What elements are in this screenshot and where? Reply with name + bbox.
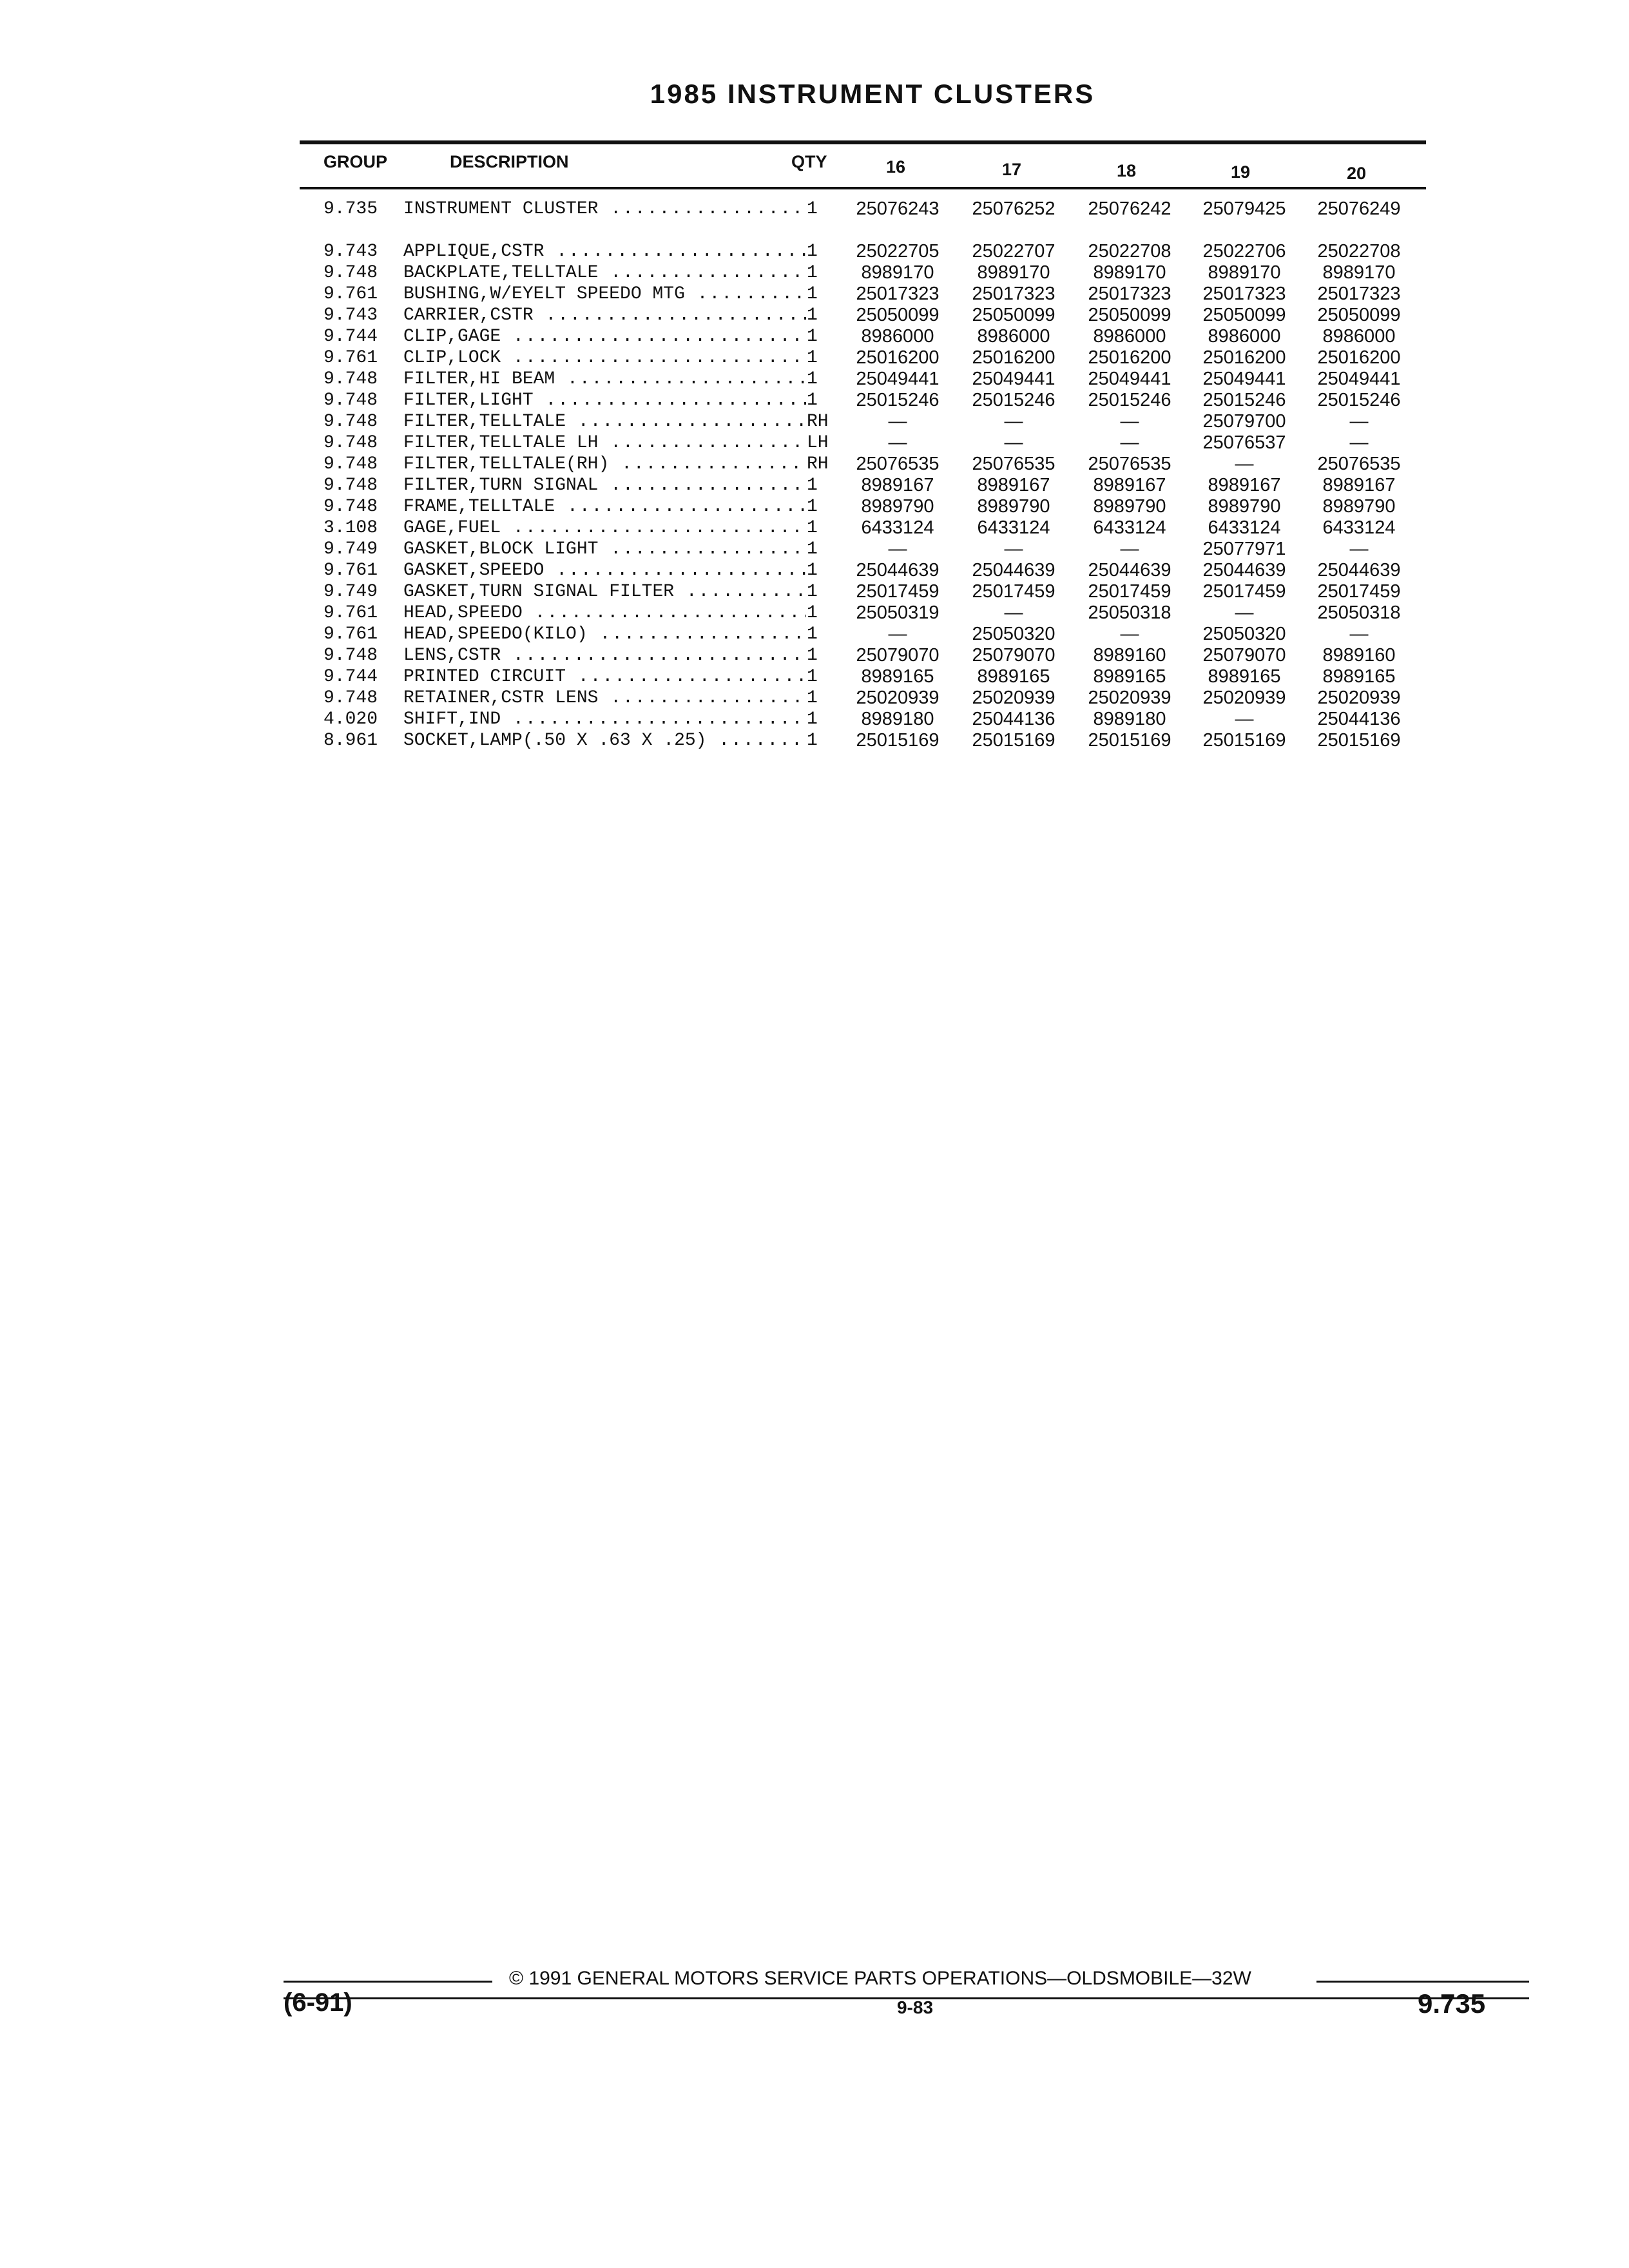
table-row: [0, 560, 1629, 581]
row-part-20: 8989170: [1322, 262, 1396, 283]
table-row: [0, 198, 1629, 241]
row-qty: 1: [807, 518, 818, 538]
row-part-17: 25044136: [972, 709, 1055, 729]
row-description: PRINTED CIRCUIT .....: [403, 666, 806, 687]
row-part-20: 8989790: [1322, 496, 1396, 517]
row-qty: 1: [807, 327, 818, 347]
row-description: CARRIER,CSTR .....: [403, 305, 806, 326]
row-part-16: —: [888, 432, 907, 453]
header-top-rule: [300, 140, 1426, 144]
row-qty: RH: [807, 454, 829, 474]
row-part-17: 25044639: [972, 560, 1055, 581]
row-description: FRAME,TELLTALE .....: [403, 496, 806, 517]
row-part-18: 25050318: [1088, 602, 1171, 623]
row-part-19: 25022706: [1202, 241, 1286, 262]
row-part-18: 25017459: [1088, 581, 1171, 602]
row-part-16: 25050099: [856, 305, 940, 325]
page-number: 9-83: [896, 1997, 934, 2017]
row-part-16: 8989167: [861, 475, 934, 495]
row-part-16: —: [888, 539, 907, 559]
row-group: 9.748: [323, 497, 378, 517]
row-part-16: 8986000: [861, 326, 934, 347]
row-part-16: 25017459: [856, 581, 940, 602]
row-qty: 1: [807, 348, 818, 368]
row-part-18: 25076535: [1088, 454, 1171, 474]
row-description: APPLIQUE,CSTR .....: [403, 241, 806, 262]
row-group: 9.744: [323, 327, 378, 347]
row-part-19: 25020939: [1202, 687, 1286, 708]
table-row: [0, 496, 1629, 517]
row-part-19: 8989165: [1208, 666, 1281, 687]
row-part-18: 8989790: [1093, 496, 1166, 517]
footer-rule-left: [284, 1981, 492, 1983]
row-part-16: 25076243: [856, 198, 940, 219]
row-part-16: 25015246: [856, 390, 940, 410]
row-part-16: 25049441: [856, 369, 940, 389]
footer-rule-right: [1316, 1981, 1529, 1983]
row-part-19: —: [1235, 709, 1254, 729]
row-description: FILTER,LIGHT .....: [403, 390, 806, 411]
row-part-17: —: [1004, 602, 1023, 623]
row-part-19: 25016200: [1202, 347, 1286, 368]
row-qty: 1: [807, 561, 818, 581]
section-number: 9.735: [1418, 1988, 1486, 2019]
row-part-20: 8989167: [1322, 475, 1396, 495]
row-part-20: 25015169: [1317, 730, 1401, 751]
row-qty: 1: [807, 667, 818, 687]
table-row: [0, 709, 1629, 730]
row-description: FILTER,TELLTALE(RH) .....: [403, 454, 806, 475]
row-qty: 1: [807, 284, 818, 304]
row-part-19: 25079425: [1202, 198, 1286, 219]
header-description: DESCRIPTION: [450, 152, 569, 171]
row-part-19: 25077971: [1202, 539, 1286, 559]
row-qty: 1: [807, 476, 818, 495]
header-col-18: 18: [1117, 161, 1137, 180]
row-qty: RH: [807, 412, 829, 432]
row-part-20: —: [1349, 539, 1369, 559]
row-part-16: 25016200: [856, 347, 940, 368]
header-col-19: 19: [1231, 162, 1251, 182]
table-row: [0, 624, 1629, 645]
row-part-20: 8989160: [1322, 645, 1396, 666]
row-part-19: 8986000: [1208, 326, 1281, 347]
row-part-19: 25015246: [1202, 390, 1286, 410]
row-part-17: —: [1004, 432, 1023, 453]
table-header: [0, 152, 1629, 184]
table-row: [0, 602, 1629, 624]
copyright-notice: © 1991 GENERAL MOTORS SERVICE PARTS OPERATIONS—OLDSMOBILE—32W: [509, 1968, 1251, 1989]
row-description: LENS,CSTR .....: [403, 645, 806, 666]
row-group: 9.761: [323, 603, 378, 623]
row-group: 9.748: [323, 476, 378, 495]
row-part-17: —: [1004, 539, 1023, 559]
date-code: (6-91): [284, 1988, 352, 2017]
row-part-17: 25022707: [972, 241, 1055, 262]
row-group: 9.743: [323, 305, 378, 325]
row-group: 9.761: [323, 624, 378, 644]
row-part-18: 25050099: [1088, 305, 1171, 325]
row-part-17: 6433124: [977, 517, 1050, 538]
row-group: 9.743: [323, 242, 378, 262]
row-part-17: 8989790: [977, 496, 1050, 517]
row-part-19: 6433124: [1208, 517, 1281, 538]
table-row: [0, 284, 1629, 305]
table-row: [0, 666, 1629, 687]
table-row: [0, 687, 1629, 709]
row-qty: 1: [807, 539, 818, 559]
row-group: 9.761: [323, 561, 378, 581]
row-description: GASKET,BLOCK LIGHT .....: [403, 539, 806, 560]
row-part-17: 25017459: [972, 581, 1055, 602]
row-description: FILTER,HI BEAM .....: [403, 369, 806, 390]
row-part-18: 25015169: [1088, 730, 1171, 751]
row-part-19: —: [1235, 602, 1254, 623]
row-description: HEAD,SPEEDO(KILO) .....: [403, 624, 806, 645]
table-row: [0, 390, 1629, 411]
row-part-20: 25022708: [1317, 241, 1401, 262]
row-part-19: 25017459: [1202, 581, 1286, 602]
table-row: [0, 645, 1629, 666]
row-group: 4.020: [323, 709, 378, 729]
row-qty: 1: [807, 242, 818, 262]
row-description: CLIP,LOCK .....: [403, 347, 806, 369]
row-group: 9.735: [323, 199, 378, 219]
row-description: GASKET,SPEEDO .....: [403, 560, 806, 581]
row-qty: 1: [807, 305, 818, 325]
row-part-16: 25050319: [856, 602, 940, 623]
row-part-16: —: [888, 411, 907, 432]
row-part-19: 25017323: [1202, 284, 1286, 304]
row-qty: 1: [807, 199, 818, 219]
row-part-16: 8989165: [861, 666, 934, 687]
header-col-16: 16: [886, 157, 906, 177]
row-part-17: 25079070: [972, 645, 1055, 666]
row-qty: 1: [807, 688, 818, 708]
row-qty: 1: [807, 582, 818, 602]
table-row: [0, 369, 1629, 390]
row-part-16: —: [888, 624, 907, 644]
row-part-20: 25076535: [1317, 454, 1401, 474]
row-part-20: 8989165: [1322, 666, 1396, 687]
row-part-18: 25049441: [1088, 369, 1171, 389]
row-part-20: 25016200: [1317, 347, 1401, 368]
row-description: FILTER,TURN SIGNAL .....: [403, 475, 806, 496]
row-description: FILTER,TELLTALE .....: [403, 411, 806, 432]
row-part-16: 25017323: [856, 284, 940, 304]
row-part-18: —: [1120, 539, 1139, 559]
row-part-18: 25020939: [1088, 687, 1171, 708]
row-part-19: 25079070: [1202, 645, 1286, 666]
row-description: CLIP,GAGE .....: [403, 326, 806, 347]
header-col-20: 20: [1347, 164, 1367, 183]
row-description: GAGE,FUEL .....: [403, 517, 806, 539]
row-group: 9.749: [323, 582, 378, 602]
row-group: 9.748: [323, 646, 378, 666]
row-qty: 1: [807, 390, 818, 410]
row-part-17: 8989165: [977, 666, 1050, 687]
row-group: 9.748: [323, 688, 378, 708]
row-part-19: 25015169: [1202, 730, 1286, 751]
header-bottom-rule: [300, 187, 1426, 189]
row-qty: 1: [807, 624, 818, 644]
row-part-18: 25076242: [1088, 198, 1171, 219]
table-row: [0, 262, 1629, 284]
row-part-19: 25049441: [1202, 369, 1286, 389]
row-description: FILTER,TELLTALE LH .....: [403, 432, 806, 454]
row-part-18: 25017323: [1088, 284, 1171, 304]
row-part-18: —: [1120, 411, 1139, 432]
parts-table: [0, 198, 1629, 751]
row-part-17: 25016200: [972, 347, 1055, 368]
row-part-18: 25022708: [1088, 241, 1171, 262]
row-part-17: 25015169: [972, 730, 1055, 751]
row-group: 9.744: [323, 667, 378, 687]
row-part-20: 6433124: [1322, 517, 1396, 538]
table-row: [0, 305, 1629, 326]
table-row: [0, 347, 1629, 369]
row-part-18: 8986000: [1093, 326, 1166, 347]
table-row: [0, 411, 1629, 432]
row-part-17: 25015246: [972, 390, 1055, 410]
row-part-17: 25020939: [972, 687, 1055, 708]
row-part-17: 25050320: [972, 624, 1055, 644]
row-part-20: 25044639: [1317, 560, 1401, 581]
row-description: BUSHING,W/EYELT SPEEDO MTG .....: [403, 284, 806, 305]
row-part-20: 25017323: [1317, 284, 1401, 304]
row-part-18: 25016200: [1088, 347, 1171, 368]
row-part-20: —: [1349, 411, 1369, 432]
row-part-16: 8989790: [861, 496, 934, 517]
header-qty: QTY: [791, 152, 827, 171]
row-part-20: —: [1349, 432, 1369, 453]
table-row: [0, 517, 1629, 539]
row-part-16: 25020939: [856, 687, 940, 708]
row-part-20: 25050099: [1317, 305, 1401, 325]
row-part-19: 25079700: [1202, 411, 1286, 432]
table-row: [0, 475, 1629, 496]
row-group: 9.748: [323, 433, 378, 453]
row-part-19: 8989790: [1208, 496, 1281, 517]
row-part-20: 25050318: [1317, 602, 1401, 623]
row-part-20: 25015246: [1317, 390, 1401, 410]
row-part-18: 8989165: [1093, 666, 1166, 687]
table-row: [0, 730, 1629, 751]
row-group: 9.748: [323, 263, 378, 283]
row-group: 9.761: [323, 348, 378, 368]
row-part-20: 25044136: [1317, 709, 1401, 729]
row-part-16: 25022705: [856, 241, 940, 262]
row-part-18: —: [1120, 624, 1139, 644]
row-group: 9.749: [323, 539, 378, 559]
row-description: RETAINER,CSTR LENS .....: [403, 687, 806, 709]
row-part-17: 25017323: [972, 284, 1055, 304]
row-part-18: 8989180: [1093, 709, 1166, 729]
row-part-20: 25017459: [1317, 581, 1401, 602]
row-qty: 1: [807, 731, 818, 751]
row-qty: 1: [807, 369, 818, 389]
header-group: GROUP: [323, 152, 388, 171]
row-qty: 1: [807, 646, 818, 666]
page-title: 1985 INSTRUMENT CLUSTERS: [650, 79, 1095, 109]
row-description: BACKPLATE,TELLTALE .....: [403, 262, 806, 284]
table-row: [0, 581, 1629, 602]
row-qty: 1: [807, 497, 818, 517]
table-row: [0, 241, 1629, 262]
row-part-16: 25079070: [856, 645, 940, 666]
row-part-18: —: [1120, 432, 1139, 453]
row-part-17: 25049441: [972, 369, 1055, 389]
table-row: [0, 454, 1629, 475]
row-part-17: 8986000: [977, 326, 1050, 347]
row-part-19: 25044639: [1202, 560, 1286, 581]
row-part-16: 25076535: [856, 454, 940, 474]
row-qty: 1: [807, 263, 818, 283]
row-part-16: 8989180: [861, 709, 934, 729]
row-group: 9.761: [323, 284, 378, 304]
row-part-18: 25015246: [1088, 390, 1171, 410]
row-part-19: 25050099: [1202, 305, 1286, 325]
row-part-17: 25076252: [972, 198, 1055, 219]
row-group: 8.961: [323, 731, 378, 751]
row-part-16: 6433124: [861, 517, 934, 538]
row-part-19: 25050320: [1202, 624, 1286, 644]
row-part-20: 25076249: [1317, 198, 1401, 219]
row-part-17: 8989167: [977, 475, 1050, 495]
row-part-18: 8989160: [1093, 645, 1166, 666]
row-part-18: 8989167: [1093, 475, 1166, 495]
row-qty: 1: [807, 709, 818, 729]
row-part-17: —: [1004, 411, 1023, 432]
table-row: [0, 326, 1629, 347]
row-group: 9.748: [323, 369, 378, 389]
row-part-18: 25044639: [1088, 560, 1171, 581]
row-description: SHIFT,IND .....: [403, 709, 806, 730]
row-group: 9.748: [323, 454, 378, 474]
row-part-20: 25049441: [1317, 369, 1401, 389]
row-part-17: 8989170: [977, 262, 1050, 283]
row-part-17: 25076535: [972, 454, 1055, 474]
row-part-16: 8989170: [861, 262, 934, 283]
row-part-16: 25044639: [856, 560, 940, 581]
row-description: HEAD,SPEEDO .....: [403, 602, 806, 624]
row-part-19: 8989167: [1208, 475, 1281, 495]
row-group: 3.108: [323, 518, 378, 538]
row-part-19: 25076537: [1202, 432, 1286, 453]
table-row: [0, 539, 1629, 560]
row-part-16: 25015169: [856, 730, 940, 751]
row-qty: 1: [807, 603, 818, 623]
row-description: GASKET,TURN SIGNAL FILTER .....: [403, 581, 806, 602]
row-part-18: 8989170: [1093, 262, 1166, 283]
row-part-17: 25050099: [972, 305, 1055, 325]
row-group: 9.748: [323, 412, 378, 432]
row-part-19: —: [1235, 454, 1254, 474]
row-part-20: 8986000: [1322, 326, 1396, 347]
table-row: [0, 432, 1629, 454]
row-qty: LH: [807, 433, 829, 453]
row-part-20: —: [1349, 624, 1369, 644]
row-part-18: 6433124: [1093, 517, 1166, 538]
row-description: INSTRUMENT CLUSTER .....: [403, 198, 806, 220]
row-part-19: 8989170: [1208, 262, 1281, 283]
header-col-17: 17: [1002, 160, 1022, 179]
row-part-20: 25020939: [1317, 687, 1401, 708]
row-description: SOCKET,LAMP(.50 X .63 X .25) .....: [403, 730, 806, 751]
row-group: 9.748: [323, 390, 378, 410]
